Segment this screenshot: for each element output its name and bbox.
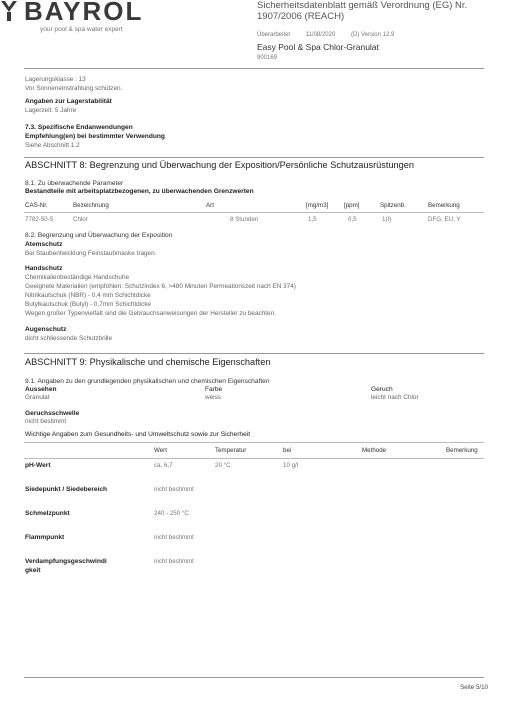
brand-name: BAYROL [24,0,144,26]
bayrol-logo-icon [0,0,18,22]
recommend-heading: Empfehlung(en) bei bestimmter Verwendung [25,133,165,140]
hand-line-3: Nitrilkautschuk (NBR) - 0,4 mm Schichtdicke [25,292,151,299]
section8-sub1b: Bestandteile mit arbeitsplatzbezogenen, zu überwachenden Grenzwerten [25,188,254,195]
section8-sub1: 8.1. Zu überwachende Parameter [25,180,124,187]
td-mg: 1,5 [308,216,317,223]
color-label: Farbe [205,386,223,393]
brand-logo [0,0,143,27]
ph-label: pH-Wert [25,462,51,469]
version-label: (D) Version 12.9 [350,32,395,38]
enduse-heading: 7.3. Spezifische Endanwendungen [25,124,133,131]
health-heading: Wichtige Angaben zum Gesundheits- und Umweltschutz sowie zur Sicherheit [25,431,251,438]
section9-title: ABSCHNITT 9: Physikalische und chemische Eigenschaften [25,357,271,367]
ph-head-method: Methode [362,447,387,454]
melting-value: 240 - 250 °C [154,510,189,517]
ph-head-temp: Temperatur [215,447,247,454]
th-mg: [mg/m3] [306,202,329,209]
product-code: 900169 [257,55,278,61]
storage-protect: Vor Sonneneinstrahlung schützen. [25,85,123,92]
hand-line-4: Butylkautschuk (Butyl) - 0,7mm Schichtdicke [25,301,152,308]
section9-divider [24,353,484,354]
th-cas: CAS-Nr. [25,202,48,209]
eye-heading: Augenschutz [25,326,67,333]
breath-heading: Atemschutz [25,241,63,248]
eye-value: dicht schliessende Schutzbrille [25,335,113,342]
section8-divider [24,157,484,158]
page-number: Seite 5/10 [460,684,488,691]
header-divider [24,68,484,69]
boiling-label: Siedepunkt / Siedebereich [25,486,108,493]
odor-value: leicht nach Chlor [371,394,419,401]
storage-class: Lagerungsklasse : 13 [25,76,86,83]
td-peak: 1(I) [382,216,392,223]
td-ppm: 0,5 [348,216,357,223]
appearance-value: Granulat [25,394,50,401]
revision-info [257,32,408,38]
odor-threshold-label: Geruchsschwelle [25,410,80,417]
product-name: Easy Pool & Spa Chlor-Granulat [257,42,379,52]
section8-sub2: 8.2. Begrenzung und Überwachung der Exposition [25,232,173,239]
hand-line-2: Geeignete Materialien (empfohlen: Schutzindex 6, >480 Minuten Permeationszeit nach EN 374) [25,283,296,290]
revised-date: 11/08/2020 [305,32,336,38]
appearance-label: Aussehen [25,386,57,393]
brand-slogan: your pool & spa water expert [40,26,123,33]
th-type: Art [206,202,214,209]
odor-label: Geruch [371,386,393,393]
color-value: weiss [205,394,221,401]
recommend-value: Siehe Abschnitt 1.2 [25,142,80,149]
th-remark: Bemerkung [428,202,460,209]
hand-heading: Handschutz [25,265,63,272]
th-ppm: [ppm] [344,202,360,209]
table-divider [24,212,484,213]
td-name: Chlor [73,216,88,223]
ph-head-at: bei [283,447,292,454]
td-remark: DFG, EU, Y [428,216,461,223]
td-type: 8 Stunden [230,216,259,223]
footer-divider [24,677,484,678]
th-peak: Spitzenb. [380,202,406,209]
hand-line-5: Wegen großer Typenvielfalt sind die Gebrauchsanweisungen der Hersteller zu beachten. [25,310,276,317]
ph-value: ca. 6,7 [154,462,173,469]
stability-value: Lagerzeit: 5 Jahre [25,107,77,114]
stability-heading: Angaben zur Lagerstabilität [25,98,112,105]
ph-head-value: Wert [154,447,167,454]
health-divider [24,442,484,443]
evaporation-label-2: gkeit [25,567,41,574]
document-title [257,0,467,22]
evaporation-label-1: Verdampfungsgeschwindi [25,558,107,565]
td-cas: 7782-50-5 [25,216,54,223]
section9-sub1: 9.1. Angaben zu den grundlegenden physikalischen und chemischen Eigenschaften [25,378,270,385]
title-line-2: 1907/2006 (REACH) [257,11,345,22]
flash-label: Flammpunkt [25,534,65,541]
ph-head-remark: Bemerkung [446,447,478,454]
title-line-1: Sicherheitsdatenblatt gemäß Verordnung (EG) Nr. [257,0,468,11]
property-table-divider [24,458,484,459]
flash-value: nicht bestimmt [154,534,194,541]
breath-value: Bei Staubentwicklung Feinstaubmaske tragen. [25,250,157,257]
odor-threshold-value: nicht bestimmt [25,418,67,425]
ph-temperature: 20 °C [215,462,231,469]
hand-line-1: Chemikalienbeständige Handschuhe [25,274,130,281]
revised-label: Überarbeitet [257,32,291,38]
evaporation-value: nicht bestimmt [154,558,194,565]
boiling-value: nicht bestimmt [154,486,194,493]
th-name: Bezeichnung [73,202,109,209]
section8-title: ABSCHNITT 8: Begrenzung und Überwachung der Exposition/Persönliche Schutzausrüstungen [25,160,414,170]
melting-label: Schmelzpunkt [25,510,70,517]
ph-concentration: 10 g/l [283,462,299,469]
